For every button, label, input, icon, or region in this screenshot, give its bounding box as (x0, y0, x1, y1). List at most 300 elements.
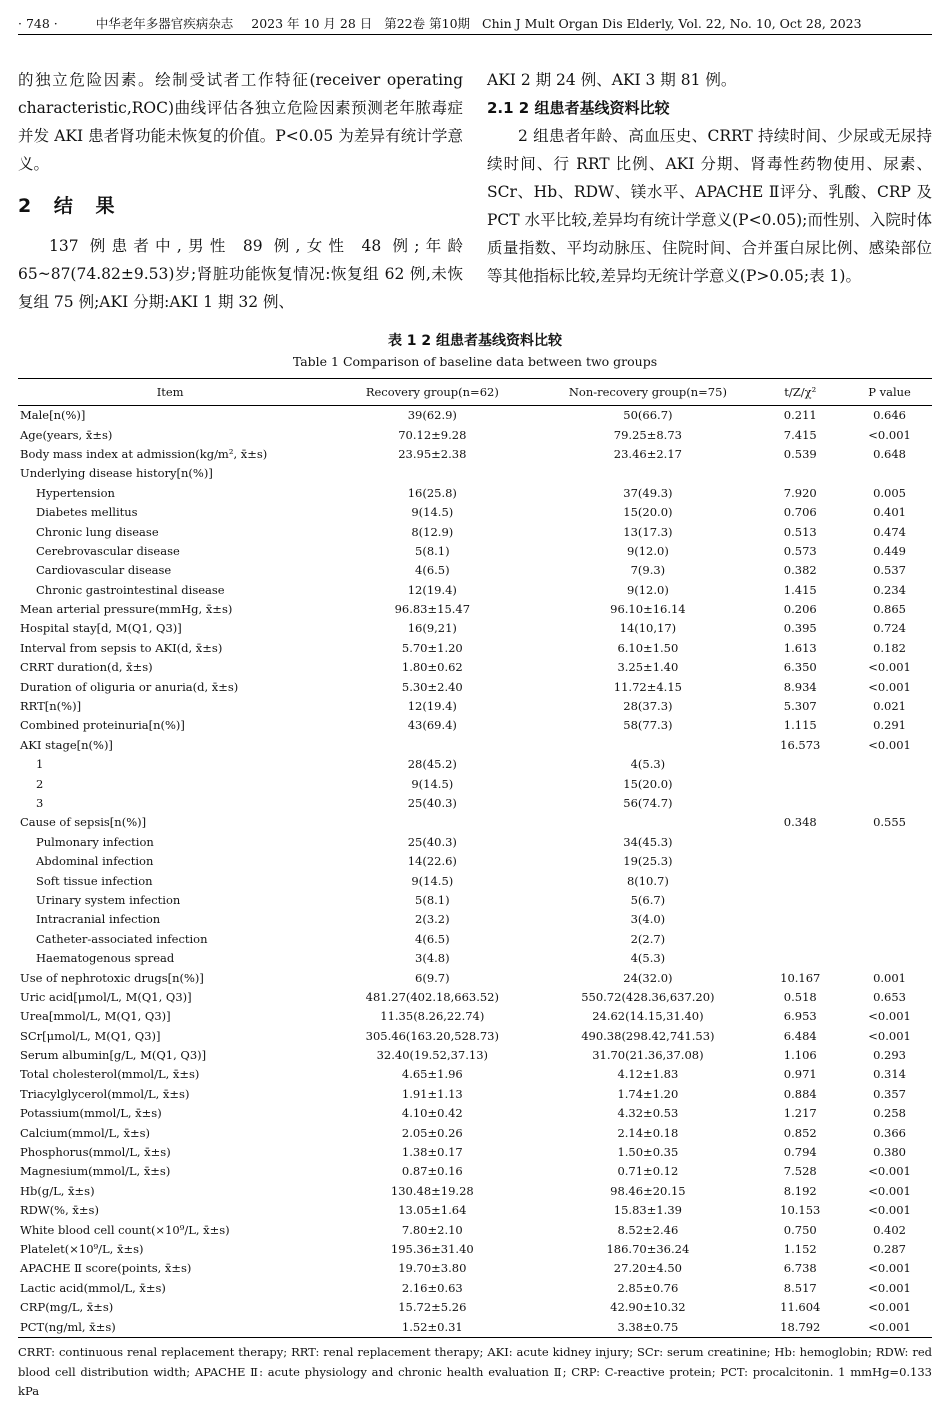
cell-statistic: 0.206 (783, 602, 817, 617)
cell-pvalue: 0.401 (873, 505, 907, 520)
cell-item: Urinary system infection (36, 892, 181, 907)
cell-item: Abdominal infection (36, 854, 154, 869)
table-row (18, 697, 932, 716)
table-header-row (18, 379, 932, 406)
cell-item: Phosphorus(mmol/L, x̄±s) (20, 1145, 171, 1160)
cell-pvalue: 0.555 (873, 815, 907, 830)
cell-item: Chronic gastrointestinal disease (36, 582, 225, 597)
col-header-recovery: Recovery group(n=62) (322, 379, 542, 406)
cell-pvalue (847, 755, 932, 774)
cell-statistic (753, 464, 847, 483)
cell-pvalue: 0.402 (873, 1222, 907, 1237)
cell-item: CRP(mg/L, x̄±s) (20, 1300, 114, 1315)
table-row (18, 833, 932, 852)
cell-item: Cerebrovascular disease (36, 543, 180, 558)
cell-statistic: 1.152 (783, 1241, 817, 1256)
table-row (18, 522, 932, 541)
cell-nonrecovery: 8.52±2.46 (617, 1222, 679, 1237)
cell-recovery: 9(14.5) (411, 505, 454, 520)
cell-nonrecovery: 550.72(428.36,637.20) (581, 989, 715, 1004)
cell-statistic: 6.953 (783, 1009, 817, 1024)
cell-item: 2 (36, 776, 44, 791)
cell-pvalue: <0.001 (868, 1280, 911, 1295)
table-caption-en: Table 1 Comparison of baseline data between two groups (292, 354, 658, 369)
cell-pvalue: <0.001 (868, 1183, 911, 1198)
cell-nonrecovery: 6.10±1.50 (617, 640, 679, 655)
cell-statistic (753, 755, 847, 774)
cell-item: Male[n(%)] (20, 408, 86, 423)
cell-recovery: 43(69.4) (407, 718, 457, 733)
cell-nonrecovery: 5(6.7) (630, 892, 666, 907)
table-row (18, 484, 932, 503)
cell-nonrecovery (542, 813, 753, 832)
cell-recovery: 9(14.5) (411, 873, 454, 888)
cell-recovery: 70.12±9.28 (398, 427, 467, 442)
table-row (18, 736, 932, 755)
cell-nonrecovery: 96.10±16.14 (610, 602, 686, 617)
cell-recovery: 32.40(19.52,37.13) (376, 1048, 489, 1063)
cell-nonrecovery: 37(49.3) (623, 485, 673, 500)
section-heading-results: 2 结 果 (18, 195, 123, 217)
cell-statistic: 0.348 (783, 815, 817, 830)
cell-nonrecovery: 2.85±0.76 (617, 1280, 679, 1295)
cell-nonrecovery: 15(20.0) (623, 776, 673, 791)
cell-statistic (753, 774, 847, 793)
cell-pvalue (847, 774, 932, 793)
cell-statistic: 18.792 (753, 1317, 847, 1337)
cell-recovery: 28(45.2) (407, 757, 457, 772)
cell-recovery: 305.46(163.20,528.73) (365, 1028, 499, 1043)
cell-recovery: 481.27(402.18,663.52) (365, 989, 499, 1004)
cell-nonrecovery: 490.38(298.42,741.53) (581, 1028, 715, 1043)
cell-item: Cardiovascular disease (36, 563, 172, 578)
table-row (18, 1143, 932, 1162)
cell-item: Underlying disease history[n(%)] (20, 466, 213, 481)
cell-item: PCT(ng/ml, x̄±s) (18, 1317, 322, 1337)
table-row (18, 774, 932, 793)
table-row (18, 542, 932, 561)
cell-item: Magnesium(mmol/L, x̄±s) (20, 1164, 171, 1179)
cell-recovery: 14(22.6) (407, 854, 457, 869)
cell-statistic (753, 949, 847, 968)
table-caption-cn: 表 1 2 组患者基线资料比较 (387, 333, 563, 349)
cell-nonrecovery: 56(74.7) (623, 796, 673, 810)
table-row (18, 852, 932, 871)
cell-item: White blood cell count(×10⁹/L, x̄±s) (20, 1222, 230, 1237)
cell-recovery: 0.87±0.16 (401, 1164, 463, 1179)
cell-item: Use of nephrotoxic drugs[n(%)] (20, 970, 204, 985)
cell-pvalue: 0.474 (873, 524, 907, 539)
cell-statistic: 1.115 (783, 718, 817, 733)
cell-item: Combined proteinuria[n(%)] (20, 718, 185, 733)
cell-nonrecovery: 79.25±8.73 (613, 427, 682, 442)
cell-statistic (753, 891, 847, 910)
table-row (18, 1259, 932, 1278)
cell-pvalue: <0.001 (868, 1261, 911, 1276)
cell-recovery: 4.65±1.96 (401, 1067, 463, 1082)
cell-pvalue: <0.001 (868, 660, 911, 675)
table-row (18, 561, 932, 580)
cell-nonrecovery: 9(12.0) (626, 582, 669, 597)
cell-statistic: 11.604 (780, 1300, 821, 1315)
cell-item: Catheter-associated infection (36, 931, 208, 946)
journal-title-en: Chin J Mult Organ Dis Elderly, Vol. 22, No. 10, Oct 28, 2023 (482, 16, 862, 31)
cell-statistic (753, 871, 847, 890)
cell-statistic: 10.167 (780, 970, 821, 985)
cell-nonrecovery: 3(4.0) (630, 912, 666, 927)
right-column (487, 66, 932, 290)
journal-title-cn: 中华老年多器官疾病杂志 (95, 16, 234, 31)
cell-item: Age(years, x̄±s) (20, 427, 113, 442)
table-row (18, 1085, 932, 1104)
cell-pvalue: 0.291 (873, 718, 907, 733)
cell-recovery: 5(8.1) (415, 543, 450, 558)
cell-pvalue: <0.001 (868, 737, 911, 752)
cell-statistic (753, 852, 847, 871)
cell-nonrecovery: 1.74±1.20 (617, 1086, 679, 1101)
left-column (18, 66, 463, 316)
cell-nonrecovery: 4(5.3) (630, 757, 666, 772)
cell-pvalue: <0.001 (868, 1028, 911, 1043)
cell-recovery: 15.72±5.26 (398, 1300, 467, 1315)
cell-nonrecovery: 9(12.0) (626, 543, 669, 558)
table-row (18, 1065, 932, 1084)
cell-recovery: 12(19.4) (407, 699, 457, 714)
cell-pvalue: 0.865 (873, 602, 907, 617)
cell-statistic: 8.517 (783, 1280, 817, 1295)
cell-recovery: 5.70±1.20 (401, 640, 463, 655)
cell-statistic: 0.382 (783, 563, 817, 578)
cell-item: Hb(g/L, x̄±s) (20, 1183, 95, 1198)
table-row (18, 968, 932, 987)
cell-pvalue (847, 949, 932, 968)
issue-date: 2023 年 10 月 28 日 (251, 16, 373, 31)
cell-item: Haematogenous spread (36, 951, 175, 966)
cell-nonrecovery: 31.70(21.36,37.08) (592, 1048, 704, 1063)
cell-recovery: 1.38±0.17 (401, 1145, 463, 1160)
table-row (18, 813, 932, 832)
cell-recovery: 11.35(8.26,22.74) (380, 1009, 485, 1024)
cell-nonrecovery: 11.72±4.15 (613, 679, 682, 694)
table-row (18, 755, 932, 774)
cell-pvalue (847, 464, 932, 483)
cell-nonrecovery: 19(25.3) (623, 854, 673, 869)
cell-statistic: 1.217 (783, 1106, 817, 1121)
cell-statistic: 6.484 (783, 1028, 817, 1043)
cell-pvalue: 0.648 (873, 446, 907, 461)
cell-nonrecovery: 2.14±0.18 (617, 1125, 679, 1140)
cell-nonrecovery: 23.46±2.17 (613, 446, 682, 461)
col-header-statistic: t/Z/χ² (753, 379, 847, 406)
table-row (18, 949, 932, 968)
cell-statistic: 7.920 (783, 485, 817, 500)
cell-recovery: 1.91±1.13 (401, 1086, 463, 1101)
cell-pvalue: 0.182 (873, 640, 907, 655)
cell-pvalue: 0.005 (873, 485, 907, 500)
cell-nonrecovery: 4.32±0.53 (617, 1106, 679, 1121)
cell-statistic: 0.750 (783, 1222, 817, 1237)
cell-pvalue (847, 852, 932, 871)
cell-pvalue: 0.357 (873, 1086, 907, 1101)
table-row (18, 1123, 932, 1142)
cell-item: Body mass index at admission(kg/m², x̄±s) (20, 446, 268, 461)
table-row (18, 581, 932, 600)
cell-nonrecovery (542, 464, 753, 483)
cell-recovery: 5(8.1) (415, 892, 450, 907)
cell-statistic: 7.415 (783, 427, 817, 442)
baseline-data-table (18, 378, 932, 1338)
cell-nonrecovery: 58(77.3) (623, 718, 673, 733)
cell-nonrecovery: 0.71±0.12 (617, 1164, 679, 1179)
table-row (18, 1007, 932, 1026)
table-row (18, 1240, 932, 1259)
cell-nonrecovery: 24(32.0) (623, 970, 673, 985)
cell-nonrecovery: 14(10,17) (619, 621, 677, 636)
cell-pvalue: 0.258 (873, 1106, 907, 1121)
cell-recovery: 2.05±0.26 (401, 1125, 463, 1140)
cell-recovery: 3(4.8) (415, 951, 450, 966)
cell-nonrecovery: 34(45.3) (623, 834, 673, 849)
table-row (18, 1046, 932, 1065)
cell-statistic: 8.192 (783, 1183, 817, 1198)
cell-pvalue (847, 891, 932, 910)
table-row (18, 1317, 932, 1337)
cell-recovery: 1.52±0.31 (322, 1317, 542, 1337)
cell-item: Lactic acid(mmol/L, x̄±s) (20, 1280, 166, 1295)
cell-item: APACHE Ⅱ score(points, x̄±s) (20, 1261, 192, 1276)
left-para-2: 137 例患者中,男性 89 例,女性 48 例;年龄 65~87(74.82±9.53)岁;肾脏功能恢复情况:恢复组 62 例,未恢复组 75 例;AKI 分期:AKI 1 期 32 例、 (18, 237, 463, 311)
cell-statistic: 1.415 (783, 582, 817, 597)
col-header-pvalue: P value (847, 379, 932, 406)
table-row (18, 658, 932, 677)
cell-recovery: 13.05±1.64 (398, 1203, 467, 1218)
cell-pvalue: <0.001 (868, 679, 911, 694)
cell-pvalue: <0.001 (868, 1009, 911, 1024)
table-row (18, 988, 932, 1007)
cell-nonrecovery: 28(37.3) (623, 699, 673, 714)
left-para-1: 的独立危险因素。绘制受试者工作特征(receiver operating characteristic,ROC)曲线评估各独立危险因素预测老年脓毒症并发 AKI 患者肾功能未恢复的价值。P<0.05 为差异有统计学意义。 (18, 71, 463, 173)
cell-item: 1 (36, 757, 44, 772)
cell-nonrecovery: 4.12±1.83 (617, 1067, 679, 1082)
cell-pvalue: 0.314 (873, 1067, 907, 1082)
cell-item: Total cholesterol(mmol/L, x̄±s) (20, 1067, 200, 1082)
cell-recovery: 4.10±0.42 (401, 1106, 463, 1121)
table-row (18, 794, 932, 813)
table-row (18, 1162, 932, 1181)
cell-nonrecovery: 8(10.7) (626, 873, 669, 888)
cell-recovery (322, 464, 542, 483)
cell-item: Pulmonary infection (36, 834, 154, 849)
cell-statistic: 1.613 (783, 640, 817, 655)
table-row (18, 619, 932, 638)
table-row (18, 891, 932, 910)
cell-statistic: 16.573 (780, 737, 821, 752)
cell-recovery: 16(9,21) (407, 621, 457, 636)
cell-statistic: 0.573 (783, 543, 817, 558)
table-row (18, 1182, 932, 1201)
cell-nonrecovery: 50(66.7) (623, 408, 673, 423)
cell-statistic: 5.307 (783, 699, 817, 714)
cell-nonrecovery: 3.38±0.75 (542, 1317, 753, 1337)
cell-pvalue: <0.001 (847, 1317, 932, 1337)
cell-item: Urea[mmol/L, M(Q1, Q3)] (20, 1009, 171, 1024)
cell-nonrecovery: 15(20.0) (623, 505, 673, 520)
table-row (18, 677, 932, 696)
right-para-1: AKI 2 期 24 例、AKI 3 期 81 例。 (487, 71, 737, 89)
cell-pvalue (847, 910, 932, 929)
cell-recovery: 130.48±19.28 (390, 1183, 474, 1198)
cell-statistic: 0.706 (783, 505, 817, 520)
table-row (18, 600, 932, 619)
cell-item: Intracranial infection (36, 912, 161, 927)
cell-item: Interval from sepsis to AKI(d, x̄±s) (20, 640, 223, 655)
table-row (18, 1220, 932, 1239)
table-row (18, 639, 932, 658)
cell-statistic: 6.738 (783, 1261, 817, 1276)
cell-pvalue: 0.366 (873, 1125, 907, 1140)
cell-pvalue (847, 794, 932, 813)
cell-pvalue: 0.537 (873, 563, 907, 578)
cell-recovery: 4(6.5) (415, 563, 450, 578)
page-number: · 748 · (18, 16, 58, 31)
cell-pvalue: 0.001 (873, 970, 907, 985)
cell-pvalue: 0.653 (873, 989, 907, 1004)
col-header-nonrecovery: Non-recovery group(n=75) (542, 379, 753, 406)
cell-statistic: 0.884 (783, 1086, 817, 1101)
cell-statistic: 0.518 (783, 989, 817, 1004)
cell-statistic (753, 833, 847, 852)
cell-statistic: 8.934 (783, 679, 817, 694)
cell-item: 3 (36, 796, 44, 810)
table-row (18, 716, 932, 735)
cell-statistic (753, 910, 847, 929)
cell-item: Chronic lung disease (36, 524, 159, 539)
cell-statistic: 0.513 (783, 524, 817, 539)
running-header (18, 14, 932, 35)
cell-item: Hospital stay[d, M(Q1, Q3)] (20, 621, 182, 636)
cell-item: Duration of oliguria or anuria(d, x̄±s) (20, 679, 239, 694)
cell-statistic: 10.153 (780, 1203, 821, 1218)
cell-item: Serum albumin[g/L, M(Q1, Q3)] (20, 1048, 207, 1063)
table-row (18, 930, 932, 949)
cell-recovery: 6(9.7) (415, 970, 450, 985)
cell-item: Potassium(mmol/L, x̄±s) (20, 1106, 162, 1121)
cell-pvalue: <0.001 (868, 427, 911, 442)
cell-pvalue: 0.724 (873, 621, 907, 636)
cell-nonrecovery: 27.20±4.50 (613, 1261, 682, 1276)
cell-statistic: 7.528 (783, 1164, 817, 1179)
cell-item: RDW(%, x̄±s) (20, 1203, 99, 1218)
cell-nonrecovery: 3.25±1.40 (617, 660, 679, 675)
cell-pvalue: 0.646 (873, 408, 907, 423)
cell-item: SCr[μmol/L, M(Q1, Q3)] (20, 1028, 161, 1043)
col-header-item: Item (18, 379, 322, 406)
table-row (18, 910, 932, 929)
cell-recovery: 8(12.9) (411, 524, 454, 539)
cell-pvalue (847, 833, 932, 852)
cell-pvalue (847, 871, 932, 890)
table-row (18, 871, 932, 890)
cell-recovery (322, 736, 542, 755)
cell-item: Diabetes mellitus (36, 505, 138, 520)
cell-recovery: 12(19.4) (407, 582, 457, 597)
volume-issue-cn: 第22卷 第10期 (384, 16, 471, 31)
cell-recovery: 2(3.2) (415, 912, 450, 927)
cell-statistic (753, 794, 847, 813)
cell-nonrecovery: 24.62(14.15,31.40) (592, 1009, 704, 1024)
cell-nonrecovery: 15.83±1.39 (613, 1203, 682, 1218)
cell-recovery: 25(40.3) (407, 834, 457, 849)
cell-item: Triacylglycerol(mmol/L, x̄±s) (20, 1086, 190, 1101)
cell-pvalue: <0.001 (868, 1203, 911, 1218)
cell-nonrecovery: 2(2.7) (630, 931, 666, 946)
cell-recovery: 195.36±31.40 (390, 1241, 474, 1256)
cell-recovery: 7.80±2.10 (401, 1222, 463, 1237)
cell-item: Soft tissue infection (36, 873, 153, 888)
table-row (18, 1104, 932, 1123)
table-row (18, 445, 932, 464)
cell-statistic: 6.350 (783, 660, 817, 675)
cell-item: Platelet(×10⁹/L, x̄±s) (20, 1241, 144, 1256)
cell-nonrecovery: 1.50±0.35 (617, 1145, 679, 1160)
cell-nonrecovery: 98.46±20.15 (610, 1183, 686, 1198)
table-row (18, 406, 932, 426)
cell-pvalue: 0.234 (873, 582, 907, 597)
cell-recovery: 96.83±15.47 (394, 602, 471, 617)
cell-statistic (753, 930, 847, 949)
cell-statistic: 0.539 (783, 446, 817, 461)
cell-statistic: 0.211 (783, 408, 817, 423)
cell-recovery: 9(14.5) (411, 776, 454, 791)
cell-pvalue: 0.449 (873, 543, 907, 558)
cell-nonrecovery: 4(5.3) (630, 951, 666, 966)
table-row (18, 1279, 932, 1298)
table-row (18, 1298, 932, 1317)
cell-pvalue: 0.293 (873, 1048, 907, 1063)
cell-pvalue: <0.001 (868, 1164, 911, 1179)
cell-statistic: 1.106 (783, 1048, 817, 1063)
cell-item: CRRT duration(d, x̄±s) (20, 660, 153, 675)
cell-pvalue: 0.380 (873, 1145, 907, 1160)
cell-statistic: 0.794 (783, 1145, 817, 1160)
cell-item: Hypertension (36, 485, 115, 500)
table-row (18, 503, 932, 522)
cell-item: RRT[n(%)] (20, 699, 82, 714)
table-row (18, 425, 932, 444)
right-para-2: 2 组患者年龄、高血压史、CRRT 持续时间、少尿或无尿持续时间、行 RRT 比例、AKI 分期、肾毒性药物使用、尿素、SCr、Hb、RDW、镁水平、APACHE Ⅱ评分、乳酸、CRP 及 PCT 水平比较,差异均有统计学意义(P<0.05);而性别、入院时体质量指数、平均动脉压、住院时间、合并蛋白尿比例、感染部位等其他指标比较,差异均无统计学意义(P>0.05;表 1)。 (487, 127, 932, 285)
cell-recovery: 5.30±2.40 (401, 679, 463, 694)
table-footnote: CRRT: continuous renal replacement therapy; RRT: renal replacement therapy; AKI: acute kidney injury; SCr: serum creatinine; Hb: hemoglobin; RDW: red blood cell distribution width; APACHE Ⅱ: acute physiology and chronic health evaluation Ⅱ; CRP: C-reactive protein; PCT: procalcitonin. 1 mmHg=0.133 kPa (18, 1345, 932, 1398)
cell-recovery: 23.95±2.38 (398, 446, 467, 461)
cell-recovery: 39(62.9) (407, 408, 457, 423)
cell-nonrecovery: 7(9.3) (630, 563, 666, 578)
cell-recovery: 16(25.8) (407, 485, 457, 500)
cell-item: Calcium(mmol/L, x̄±s) (20, 1125, 150, 1140)
cell-recovery: 4(6.5) (415, 931, 450, 946)
table-row (18, 1201, 932, 1220)
cell-nonrecovery: 42.90±10.32 (610, 1300, 686, 1315)
cell-statistic: 0.852 (783, 1125, 817, 1140)
table-row (18, 464, 932, 483)
cell-nonrecovery (542, 736, 753, 755)
cell-statistic: 0.395 (783, 621, 817, 636)
cell-recovery (322, 813, 542, 832)
cell-pvalue: <0.001 (868, 1300, 911, 1315)
cell-item: Mean arterial pressure(mmHg, x̄±s) (20, 602, 233, 617)
subsection-heading: 2.1 2 组患者基线资料比较 (487, 99, 670, 117)
table-row (18, 1027, 932, 1046)
cell-nonrecovery: 13(17.3) (623, 524, 673, 539)
